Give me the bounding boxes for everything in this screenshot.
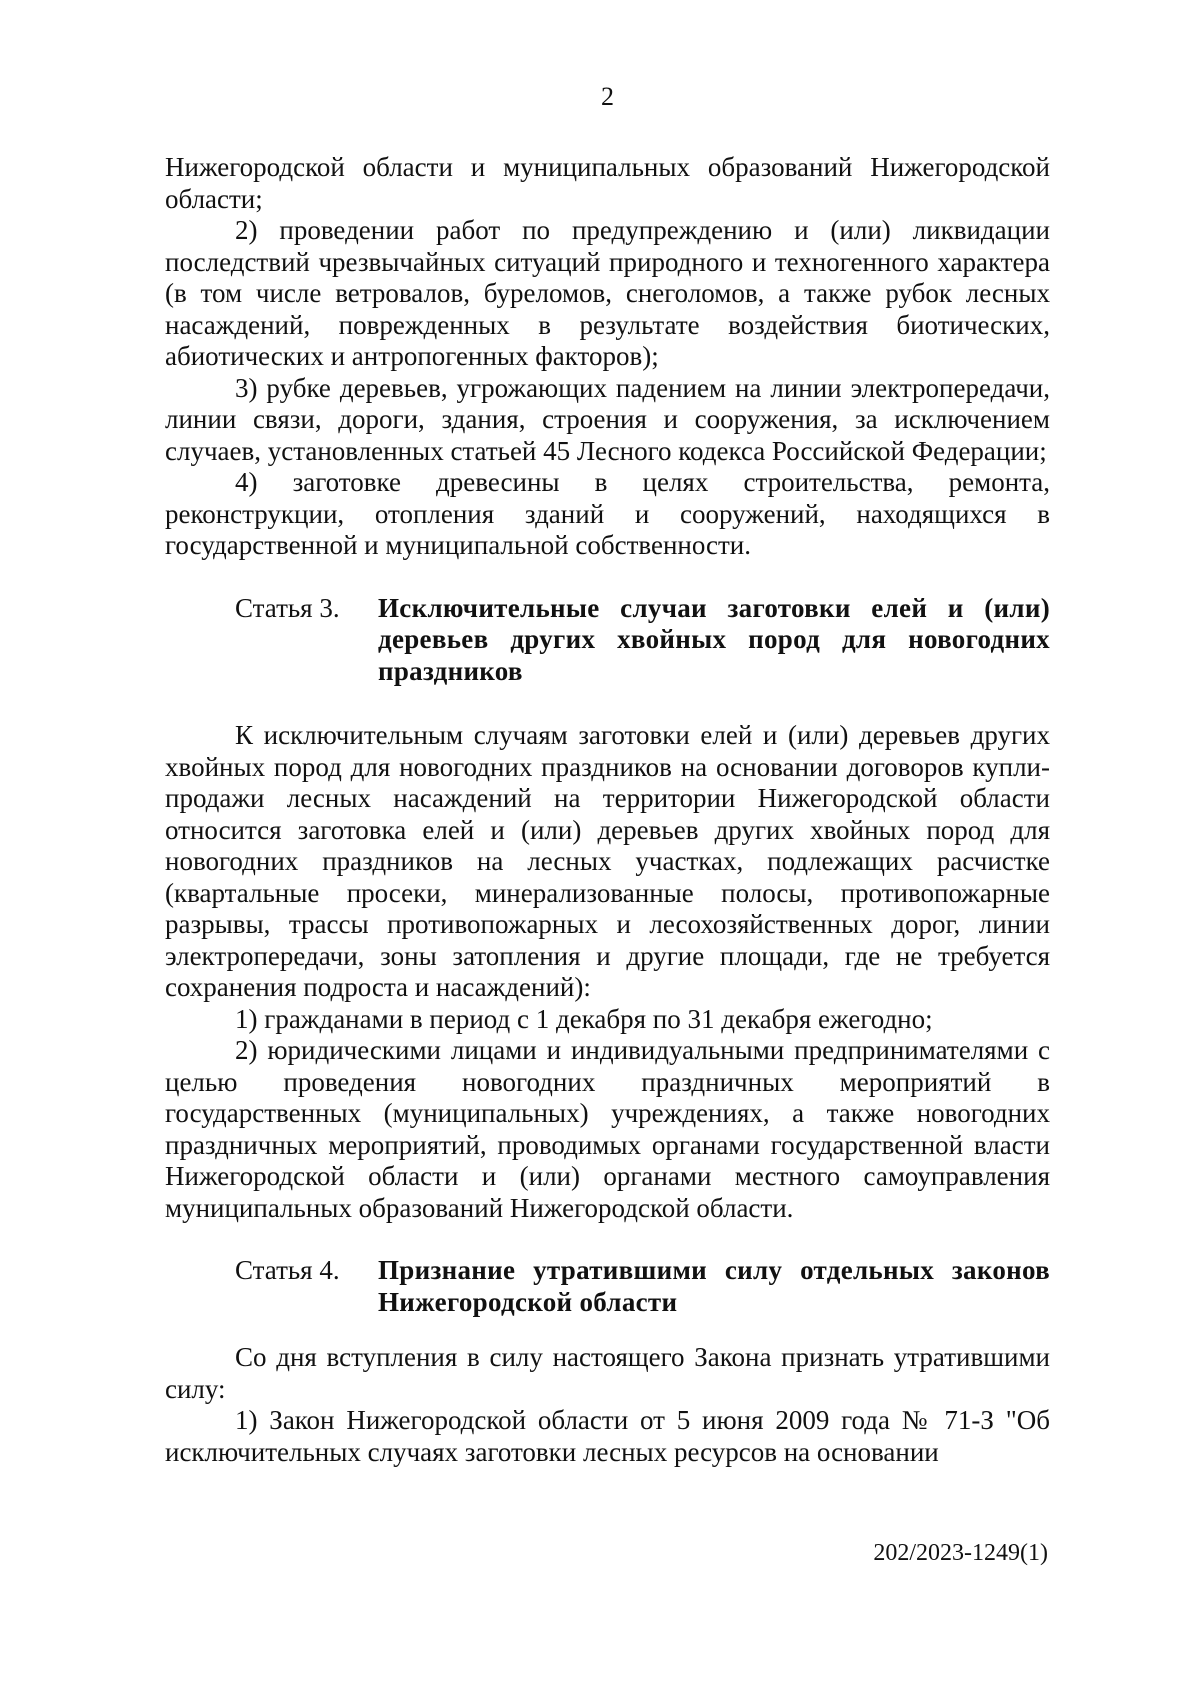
article-3-heading: [165, 593, 1050, 688]
list-item-4: 4) заготовке древесины в целях строительства, ремонта, реконструкции, отопления зданий и сооружений, находящихся в государственной и муниципальной собственности.: [165, 467, 1050, 560]
article-3-intro: К исключительным случаям заготовки елей и (или) деревьев других хвойных пород для новогодних праздников на основании договоров купли-продажи лесных насаждений на территории Нижегородской области относится заготовка елей и (или) деревьев других хвойных пород для новогодних праздников на лесных участках, подлежащих расчистке (квартальные просеки, минерализованные полосы, противопожарные разрывы, трассы противопожарных и лесохозяйственных дорог, линии электропередачи, зоны затопления и другие площади, где не требуется сохранения подроста и насаждений):: [165, 720, 1050, 1002]
page-number: 2: [601, 82, 614, 111]
article-3-title: Исключительные случаи заготовки елей и (или) деревьев других хвойных пород для новогодних праздников: [378, 592, 1050, 686]
article-3-item-1: 1) гражданами в период с 1 декабря по 31 декабря ежегодно;: [235, 1003, 933, 1034]
article-4-title: Признание утратившими силу отдельных законов Нижегородской области: [378, 1255, 1050, 1317]
article-3-label: Статья 3.: [235, 592, 340, 623]
document-body: [165, 152, 1050, 1468]
article-4-intro: Со дня вступления в силу настоящего Закона признать утратившими силу:: [165, 1342, 1050, 1404]
paragraph-continuation: Нижегородской области и муниципальных образований Нижегородской области;: [165, 152, 1050, 214]
document-code: 202/2023-1249(1): [873, 1540, 1048, 1566]
article-4-item-1: 1) Закон Нижегородской области от 5 июня 2009 года № 71-З "Об исключительных случаях заготовки лесных ресурсов на основании: [165, 1405, 1050, 1467]
article-4-heading: [165, 1255, 1050, 1318]
list-item-3: 3) рубке деревьев, угрожающих падением на линии электропередачи, линии связи, дороги, здания, строения и сооружения, за исключением случаев, установленных статьей 45 Лесного кодекса Российской Федерации;: [165, 372, 1050, 466]
list-item-2: 2) проведении работ по предупреждению и (или) ликвидации последствий чрезвычайных ситуаций природного и техногенного характера (в том числе ветровалов, буреломов, снеголомов, а также рубок лесных насаждений, поврежденных в результате воздействия биотических, абиотических и антропогенных факторов);: [165, 215, 1050, 371]
article-4-label: Статья 4.: [235, 1255, 340, 1285]
article-3-item-2: 2) юридическими лицами и индивидуальными предпринимателями с целью проведения новогодних праздничных мероприятий в государственных (муниципальных) учреждениях, а также новогодних праздничных мероприятий, проводимых органами государственной власти Нижегородской области и (или) органами местного самоуправления муниципальных образований Нижегородской области.: [165, 1035, 1050, 1223]
